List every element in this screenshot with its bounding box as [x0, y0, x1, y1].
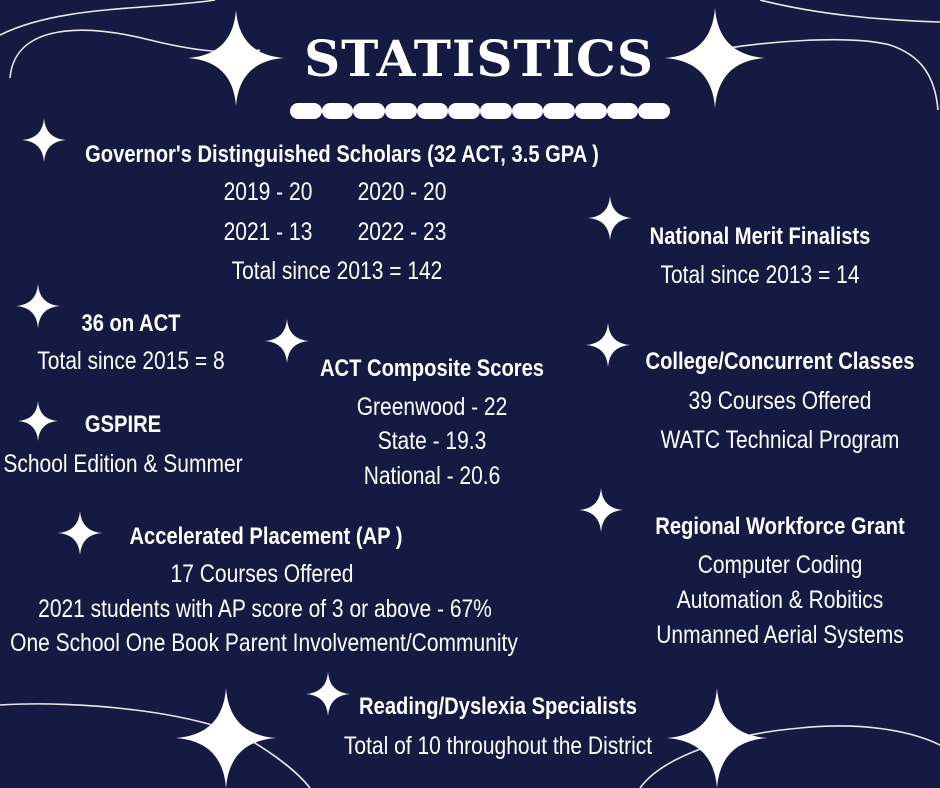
act-composite-heading: ACT Composite Scores [319, 355, 545, 382]
dash [480, 103, 512, 119]
curved-line-top-left-2 [0, 0, 215, 35]
title-underline-dashes [290, 103, 670, 119]
governors-scholars-total: Total since 2013 = 142 [231, 257, 443, 285]
workforce-heading: Regional Workforce Grant [655, 513, 905, 540]
dash [353, 103, 385, 119]
national-merit-heading: National Merit Finalists [649, 223, 871, 250]
dash [448, 103, 480, 119]
sparkle-icon [16, 284, 60, 328]
act-composite-line: National - 20.6 [363, 462, 501, 490]
gspire-line: School Edition & Summer [3, 450, 243, 478]
governors-scholars-line: 2022 - 23 [357, 218, 447, 246]
dash [417, 103, 449, 119]
dash [290, 103, 322, 119]
sparkle-icon [176, 688, 276, 788]
act36-total: Total since 2015 = 8 [37, 347, 225, 375]
sparkle-icon [586, 323, 630, 367]
dash [543, 103, 575, 119]
sparkle-icon [18, 401, 58, 441]
ap-line: 17 Courses Offered [170, 560, 354, 588]
ap-heading: Accelerated Placement (AP ) [129, 523, 403, 550]
curved-line-top-right-2 [760, 0, 940, 22]
ap-line: One School One Book Parent Involvement/Community [10, 629, 518, 657]
governors-scholars-line: 2019 - 20 [223, 178, 313, 206]
college-classes-line: 39 Courses Offered [688, 387, 872, 415]
dash [607, 103, 639, 119]
college-classes-heading: College/Concurrent Classes [645, 348, 915, 375]
page-title: STATISTICS [304, 29, 654, 88]
reading-line: Total of 10 throughout the District [343, 732, 653, 760]
curved-line-bottom-left [0, 704, 310, 788]
dash [512, 103, 544, 119]
sparkle-icon [22, 118, 66, 162]
workforce-line: Unmanned Aerial Systems [656, 621, 904, 649]
act-composite-line: State - 19.3 [377, 427, 487, 455]
sparkle-icon [588, 196, 632, 240]
act36-heading: 36 on ACT [81, 310, 181, 337]
workforce-line: Computer Coding [697, 551, 863, 579]
governors-scholars-heading: Governor's Distinguished Scholars (32 ACT, 3.5 GPA ) [85, 141, 599, 168]
governors-scholars-line: 2021 - 13 [223, 218, 313, 246]
sparkle-icon [665, 8, 765, 108]
sparkle-icon [306, 672, 350, 716]
dash [575, 103, 607, 119]
sparkle-icon [265, 319, 309, 363]
dash [385, 103, 417, 119]
reading-heading: Reading/Dyslexia Specialists [359, 693, 637, 720]
college-classes-line: WATC Technical Program [660, 426, 900, 454]
ap-line: 2021 students with AP score of 3 or above - 67% [38, 595, 492, 623]
governors-scholars-line: 2020 - 20 [357, 178, 447, 206]
gspire-heading: GSPIRE [84, 411, 162, 438]
sparkle-icon [579, 488, 623, 532]
sparkle-icon [188, 10, 284, 106]
dash [638, 103, 670, 119]
workforce-line: Automation & Robitics [676, 586, 884, 614]
sparkle-icon [58, 511, 102, 555]
act-composite-line: Greenwood - 22 [356, 393, 508, 421]
national-merit-total: Total since 2013 = 14 [660, 261, 860, 289]
sparkle-icon [667, 688, 767, 788]
dash [322, 103, 354, 119]
